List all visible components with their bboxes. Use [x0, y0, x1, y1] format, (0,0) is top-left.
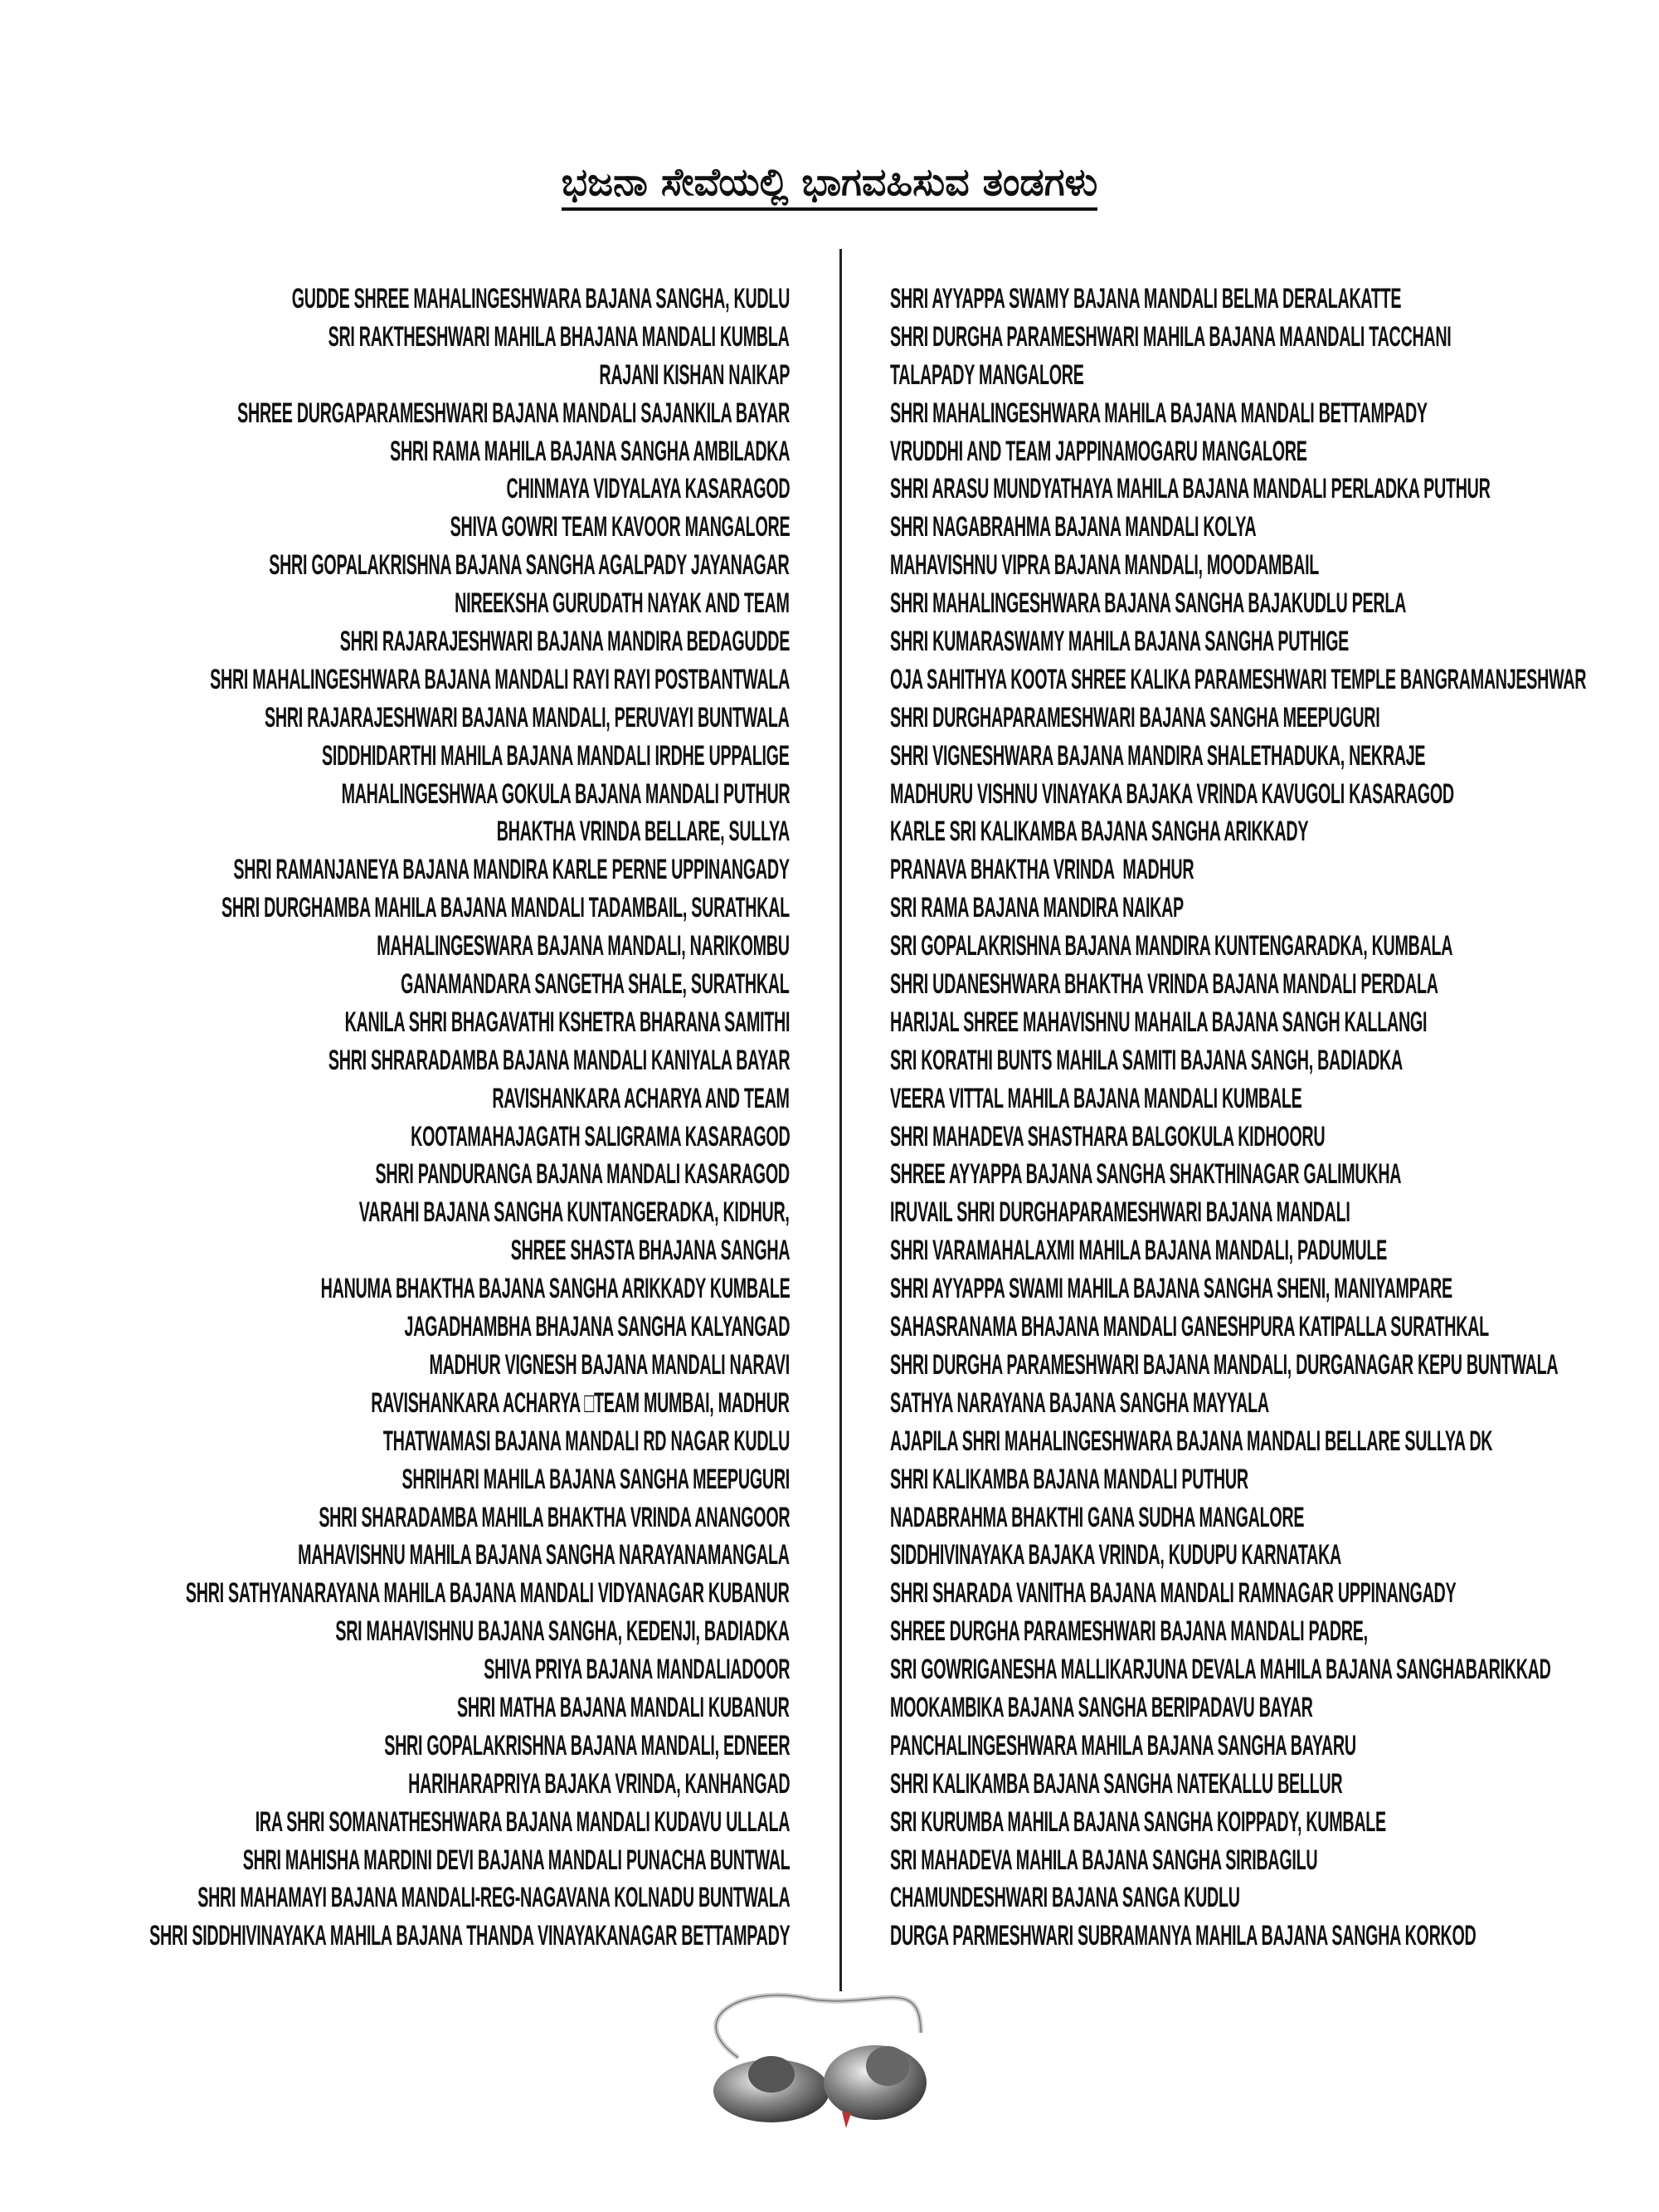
team-list-item	[0, 776, 790, 814]
team-list-item	[890, 1270, 1659, 1308]
team-list-item	[890, 699, 1659, 738]
team-name: SHRI DURGHA PARAMESHWARI MAHILA BAJANA MAANDALI TACCHANI	[890, 320, 1452, 353]
team-name: CHINMAYA VIDYALAYA KASARAGOD	[506, 473, 790, 505]
team-list-item	[0, 1347, 790, 1385]
team-list-item	[890, 1385, 1659, 1423]
team-list-item	[0, 1156, 790, 1194]
team-list-item	[0, 1004, 790, 1042]
team-list-item	[0, 1537, 790, 1575]
team-list-item	[890, 1766, 1659, 1804]
team-name: SHRI MAHADEVA SHASTHARA BALGOKULA KIDHOORU	[890, 1120, 1326, 1152]
team-name: SRI MAHADEVA MAHILA BAJANA SANGHA SIRIBAGILU	[890, 1844, 1318, 1876]
team-list-item	[0, 1270, 790, 1308]
team-name: SHRI MAHALINGESHWARA BAJANA MANDALI RAYI RAYI POSTBANTWALA	[210, 663, 790, 695]
team-list-item	[890, 776, 1659, 814]
team-name: SHRI SHARADAMBA MAHILA BHAKTHA VRINDA ANANGOOR	[318, 1501, 790, 1533]
team-name: OJA SAHITHYA KOOTA SHREE KALIKA PARAMESHWARI TEMPLE BANGRAMANJESHWAR	[890, 663, 1587, 695]
team-name: SHREE DURGHA PARAMESHWARI BAJANA MANDALI PADRE,	[890, 1615, 1368, 1648]
team-name: NADABRAHMA BHAKTHI GANA SUDHA MANGALORE	[890, 1501, 1305, 1533]
team-list-item	[0, 280, 790, 319]
team-name: VRUDDHI AND TEAM JAPPINAMOGARU MANGALORE	[890, 435, 1307, 467]
team-list-item	[0, 1499, 790, 1537]
right-team-list	[890, 280, 1659, 1956]
team-list-item	[890, 1727, 1659, 1766]
team-list-item	[890, 1042, 1659, 1080]
team-list-item	[0, 966, 790, 1004]
team-list-item	[0, 851, 790, 889]
team-name: MAHALINGESWARA BAJANA MANDALI, NARIKOMBU	[377, 930, 790, 962]
team-list-item	[890, 395, 1659, 433]
team-name: DURGA PARMESHWARI SUBRAMANYA MAHILA BAJANA SANGHA KORKOD	[890, 1920, 1477, 1952]
team-list-item	[0, 1423, 790, 1461]
team-name: SRI KURUMBA MAHILA BAJANA SANGHA KOIPPADY, KUMBALE	[890, 1805, 1386, 1838]
team-name: SHRI ARASU MUNDYATHAYA MAHILA BAJANA MANDALI PERLADKA PUTHUR	[890, 473, 1491, 505]
team-list-item	[0, 1766, 790, 1804]
team-name: JAGADHAMBHA BHAJANA SANGHA KALYANGAD	[404, 1311, 790, 1343]
team-list-item	[890, 1537, 1659, 1575]
team-list-item	[0, 395, 790, 433]
team-name: RAJANI KISHAN NAIKAP	[599, 358, 790, 391]
left-team-list	[0, 280, 790, 1956]
team-list-item	[0, 1613, 790, 1651]
team-name: SHRI GOPALAKRISHNA BAJANA MANDALI, EDNEER	[383, 1729, 790, 1761]
team-list-item	[890, 1461, 1659, 1499]
team-name: SHRI MAHISHA MARDINI DEVI BAJANA MANDALI PUNACHA BUNTWAL	[242, 1844, 790, 1876]
team-name: IRUVAIL SHRI DURGHAPARAMESHWARI BAJANA MANDALI	[890, 1196, 1350, 1229]
team-name: SHRI SHRARADAMBA BAJANA MANDALI KANIYALA BAYAR	[328, 1044, 790, 1076]
team-list-item	[890, 509, 1659, 547]
team-list-item	[890, 1879, 1659, 1917]
team-name: SHRI KALIKAMBA BAJANA SANGHA NATEKALLU BELLUR	[890, 1767, 1343, 1800]
team-name: PRANAVA BHAKTHA VRINDA MADHUR	[890, 854, 1194, 886]
team-list-item	[890, 1804, 1659, 1842]
team-list-item	[0, 699, 790, 738]
team-list-item	[890, 1689, 1659, 1727]
team-list-item	[890, 433, 1659, 471]
team-list-item	[0, 1232, 790, 1270]
team-name: SRI GOPALAKRISHNA BAJANA MANDIRA KUNTENGARADKA, KUMBALA	[890, 930, 1453, 962]
team-list-item	[0, 1727, 790, 1766]
team-list-item	[0, 1651, 790, 1689]
team-list-item	[890, 547, 1659, 585]
team-name: MOOKAMBIKA BAJANA SANGHA BERIPADAVU BAYAR	[890, 1691, 1313, 1723]
team-name: SHRI AYYAPPA SWAMI MAHILA BAJANA SANGHA SHENI, MANIYAMPARE	[890, 1273, 1452, 1305]
team-list-item	[890, 661, 1659, 699]
team-name: SHRI NAGABRAHMA BAJANA MANDALI KOLYA	[890, 511, 1257, 543]
team-name: SHRI VIGNESHWARA BAJANA MANDIRA SHALETHADUKA, NEKRAJE	[890, 739, 1426, 772]
team-list-item	[0, 1461, 790, 1499]
team-name: THATWAMASI BAJANA MANDALI RD NAGAR KUDLU	[382, 1425, 790, 1457]
team-name: SHREE DURGAPARAMESHWARI BAJANA MANDALI SAJANKILA BAYAR	[237, 397, 790, 429]
team-name: SHRI MATHA BAJANA MANDALI KUBANUR	[457, 1691, 790, 1723]
column-divider	[839, 249, 842, 1991]
team-name: MAHALINGESHWAA GOKULA BAJANA MANDALI PUTHUR	[341, 777, 790, 810]
team-list-item	[890, 1156, 1659, 1194]
team-list-item	[890, 928, 1659, 966]
team-list-item	[890, 1347, 1659, 1385]
team-list-item	[890, 966, 1659, 1004]
team-list-item	[890, 1004, 1659, 1042]
team-list-item	[0, 1804, 790, 1842]
team-name: MAHAVISHNU VIPRA BAJANA MANDALI, MOODAMBAIL	[890, 549, 1320, 582]
team-list-item	[0, 1689, 790, 1727]
team-list-item	[890, 1917, 1659, 1956]
team-name: SRI MAHAVISHNU BAJANA SANGHA, KEDENJI, BADIADKA	[335, 1615, 790, 1648]
team-list-item	[0, 547, 790, 585]
team-list-item	[0, 1080, 790, 1118]
team-list-item	[0, 1042, 790, 1080]
team-name: NIREEKSHA GURUDATH NAYAK AND TEAM	[455, 587, 790, 620]
team-name: KOOTAMAHAJAGATH SALIGRAMA KASARAGOD	[410, 1120, 790, 1152]
team-list-item	[0, 1385, 790, 1423]
team-name: HANUMA BHAKTHA BAJANA SANGHA ARIKKADY KUMBALE	[320, 1273, 790, 1305]
team-name: MADHUR VIGNESH BAJANA MANDALI NARAVI	[429, 1348, 790, 1381]
team-name: SHRI SHARADA VANITHA BAJANA MANDALI RAMNAGAR UPPINANGADY	[890, 1577, 1457, 1610]
team-list-item	[890, 738, 1659, 776]
team-list-item	[890, 1842, 1659, 1880]
team-list-item	[890, 585, 1659, 623]
team-name: KANILA SHRI BHAGAVATHI KSHETRA BHARANA SAMITHI	[344, 1006, 790, 1038]
team-name: HARIHARAPRIYA BAJAKA VRINDA, KANHANGAD	[407, 1767, 790, 1800]
team-name: SHRI KUMARASWAMY MAHILA BAJANA SANGHA PUTHIGE	[890, 626, 1350, 658]
team-name: SHRIHARI MAHILA BAJANA SANGHA MEEPUGURI	[401, 1463, 790, 1495]
team-name: SHRI SATHYANARAYANA MAHILA BAJANA MANDALI VIDYANAGAR KUBANUR	[186, 1577, 790, 1610]
cymbals-image	[647, 1966, 979, 2132]
team-name: SHIVA PRIYA BAJANA MANDALIADOOR	[483, 1654, 790, 1686]
team-name: VEERA VITTAL MAHILA BAJANA MANDALI KUMBALE	[890, 1082, 1302, 1114]
team-name: SHRI KALIKAMBA BAJANA MANDALI PUTHUR	[890, 1463, 1248, 1495]
team-list-item	[0, 470, 790, 509]
team-list-item	[0, 623, 790, 661]
team-name: BHAKTHA VRINDA BELLARE, SULLYA	[496, 816, 790, 848]
page-title-text: ಭಜನಾ ಸೇವೆಯಲ್ಲಿ ಭಾಗವಹಿಸುವ ತಂಡಗಳು	[562, 159, 1097, 211]
team-list-item	[890, 357, 1659, 395]
team-name: SHRI AYYAPPA SWAMY BAJANA MANDALI BELMA DERALAKATTE	[890, 283, 1402, 314]
team-name: SHRI SIDDHIVINAYAKA MAHILA BAJANA THANDA VINAYAKANAGAR BETTAMPADY	[148, 1920, 790, 1952]
team-name: SHRI VARAMAHALAXMI MAHILA BAJANA MANDALI, PADUMULE	[890, 1235, 1387, 1267]
team-list-item	[0, 1308, 790, 1347]
team-list-item	[890, 1308, 1659, 1347]
team-name: SHRI RAMANJANEYA BAJANA MANDIRA KARLE PERNE UPPINANGADY	[233, 854, 790, 886]
team-list-item	[890, 1232, 1659, 1270]
team-list-item	[0, 319, 790, 357]
team-list-item	[890, 623, 1659, 661]
team-list-item	[0, 738, 790, 776]
team-name: SHRI MAHAMAYI BAJANA MANDALI-REG-NAGAVANA KOLNADU BUNTWALA	[197, 1882, 790, 1914]
team-name: SIDDHIDARTHI MAHILA BAJANA MANDALI IRDHE UPPALIGE	[322, 739, 790, 772]
team-list-item	[890, 470, 1659, 509]
team-name: SHRI DURGHA PARAMESHWARI BAJANA MANDALI, DURGANAGAR KEPU BUNTWALA	[890, 1348, 1559, 1381]
team-list-item	[0, 1575, 790, 1613]
team-name: SIDDHIVINAYAKA BAJAKA VRINDA, KUDUPU KARNATAKA	[890, 1539, 1341, 1571]
team-name: SRI RAMA BAJANA MANDIRA NAIKAP	[890, 892, 1184, 924]
team-name: SATHYA NARAYANA BAJANA SANGHA MAYYALA	[890, 1386, 1269, 1419]
team-name: VARAHI BAJANA SANGHA KUNTANGERADKA, KIDHUR,	[359, 1196, 790, 1229]
team-list-item	[0, 1842, 790, 1880]
team-name: SHRI RAJARAJESHWARI BAJANA MANDALI, PERUVAYI BUNTWALA	[265, 701, 790, 733]
team-name: SHRI DURGHAPARAMESHWARI BAJANA SANGHA MEEPUGURI	[890, 701, 1380, 733]
team-list-item	[890, 851, 1659, 889]
team-name: MADHURU VISHNU VINAYAKA BAJAKA VRINDA KAVUGOLI KASARAGOD	[890, 777, 1454, 810]
team-list-item	[890, 1118, 1659, 1157]
team-list-item	[0, 928, 790, 966]
team-list-item	[0, 1917, 790, 1956]
team-name: SHRI GOPALAKRISHNA BAJANA SANGHA AGALPADY JAYANAGAR	[269, 549, 790, 582]
team-list-item	[890, 1423, 1659, 1461]
team-name: RAVISHANKARA ACHARYA AND TEAM	[492, 1082, 790, 1114]
team-name: SAHASRANAMA BHAJANA MANDALI GANESHPURA KATIPALLA SURATHKAL	[890, 1311, 1489, 1343]
team-name: SRI KORATHI BUNTS MAHILA SAMITI BAJANA SANGH, BADIADKA	[890, 1044, 1403, 1076]
team-name: HARIJAL SHREE MAHAVISHNU MAHAILA BAJANA SANGH KALLANGI	[890, 1006, 1428, 1038]
team-list-item	[0, 813, 790, 851]
team-list-item	[890, 280, 1659, 319]
team-list-item	[0, 889, 790, 928]
team-list-item	[890, 1651, 1659, 1689]
team-list-item	[890, 1613, 1659, 1651]
team-name: KARLE SRI KALIKAMBA BAJANA SANGHA ARIKKADY	[890, 816, 1309, 848]
team-name: SHREE SHASTA BHAJANA SANGHA	[510, 1235, 790, 1267]
team-name: RAVISHANKARA ACHARYA □TEAM MUMBAI, MADHUR	[371, 1386, 790, 1419]
team-list-item	[890, 1575, 1659, 1613]
team-list-item	[0, 1879, 790, 1917]
team-list-item	[0, 1118, 790, 1157]
team-list-item	[0, 1194, 790, 1232]
team-name: SHRI DURGHAMBA MAHILA BAJANA MANDALI TADAMBAIL, SURATHKAL	[221, 892, 790, 924]
team-list-item	[0, 585, 790, 623]
team-list-item	[890, 1499, 1659, 1537]
team-list-item	[890, 319, 1659, 357]
team-list-item	[890, 1194, 1659, 1232]
team-list-item	[0, 433, 790, 471]
team-name: IRA SHRI SOMANATHESHWARA BAJANA MANDALI KUDAVU ULLALA	[255, 1805, 790, 1838]
team-list-item	[0, 509, 790, 547]
team-name: SRI GOWRIGANESHA MALLIKARJUNA DEVALA MAHILA BAJANA SANGHABARIKKAD	[890, 1654, 1551, 1686]
team-name: SHRI RAJARAJESHWARI BAJANA MANDIRA BEDAGUDDE	[339, 626, 790, 658]
team-list-item	[890, 813, 1659, 851]
team-name: SHRI PANDURANGA BAJANA MANDALI KASARAGOD	[375, 1158, 790, 1191]
team-name: SHRI MAHALINGESHWARA BAJANA SANGHA BAJAKUDLU PERLA	[890, 587, 1407, 620]
team-name: CHAMUNDESHWARI BAJANA SANGA KUDLU	[890, 1882, 1240, 1914]
team-list-item	[890, 1080, 1659, 1118]
team-list-item	[890, 889, 1659, 928]
team-name: SHRI RAMA MAHILA BAJANA SANGHA AMBILADKA	[389, 435, 790, 467]
team-name: SHIVA GOWRI TEAM KAVOOR MANGALORE	[450, 511, 790, 543]
team-name: GANAMANDARA SANGETHA SHALE, SURATHKAL	[401, 968, 790, 1001]
team-name: SHREE AYYAPPA BAJANA SANGHA SHAKTHINAGAR GALIMUKHA	[890, 1158, 1402, 1191]
team-name: SRI RAKTHESHWARI MAHILA BHAJANA MANDALI KUMBLA	[328, 320, 790, 353]
team-name: MAHAVISHNU MAHILA BAJANA SANGHA NARAYANAMANGALA	[298, 1539, 790, 1571]
page-title	[0, 159, 1659, 206]
team-list-item	[0, 357, 790, 395]
team-list-item	[0, 661, 790, 699]
team-name: SHRI MAHALINGESHWARA MAHILA BAJANA MANDALI BETTAMPADY	[890, 397, 1428, 429]
team-name: GUDDE SHREE MAHALINGESHWARA BAJANA SANGHA, KUDLU	[291, 283, 790, 314]
team-name: PANCHALINGESHWARA MAHILA BAJANA SANGHA BAYARU	[890, 1729, 1356, 1761]
team-name: TALAPADY MANGALORE	[890, 358, 1084, 391]
team-name: AJAPILA SHRI MAHALINGESHWARA BAJANA MANDALI BELLARE SULLYA DK	[890, 1425, 1493, 1457]
team-name: SHRI UDANESHWARA BHAKTHA VRINDA BAJANA MANDALI PERDALA	[890, 968, 1438, 1001]
